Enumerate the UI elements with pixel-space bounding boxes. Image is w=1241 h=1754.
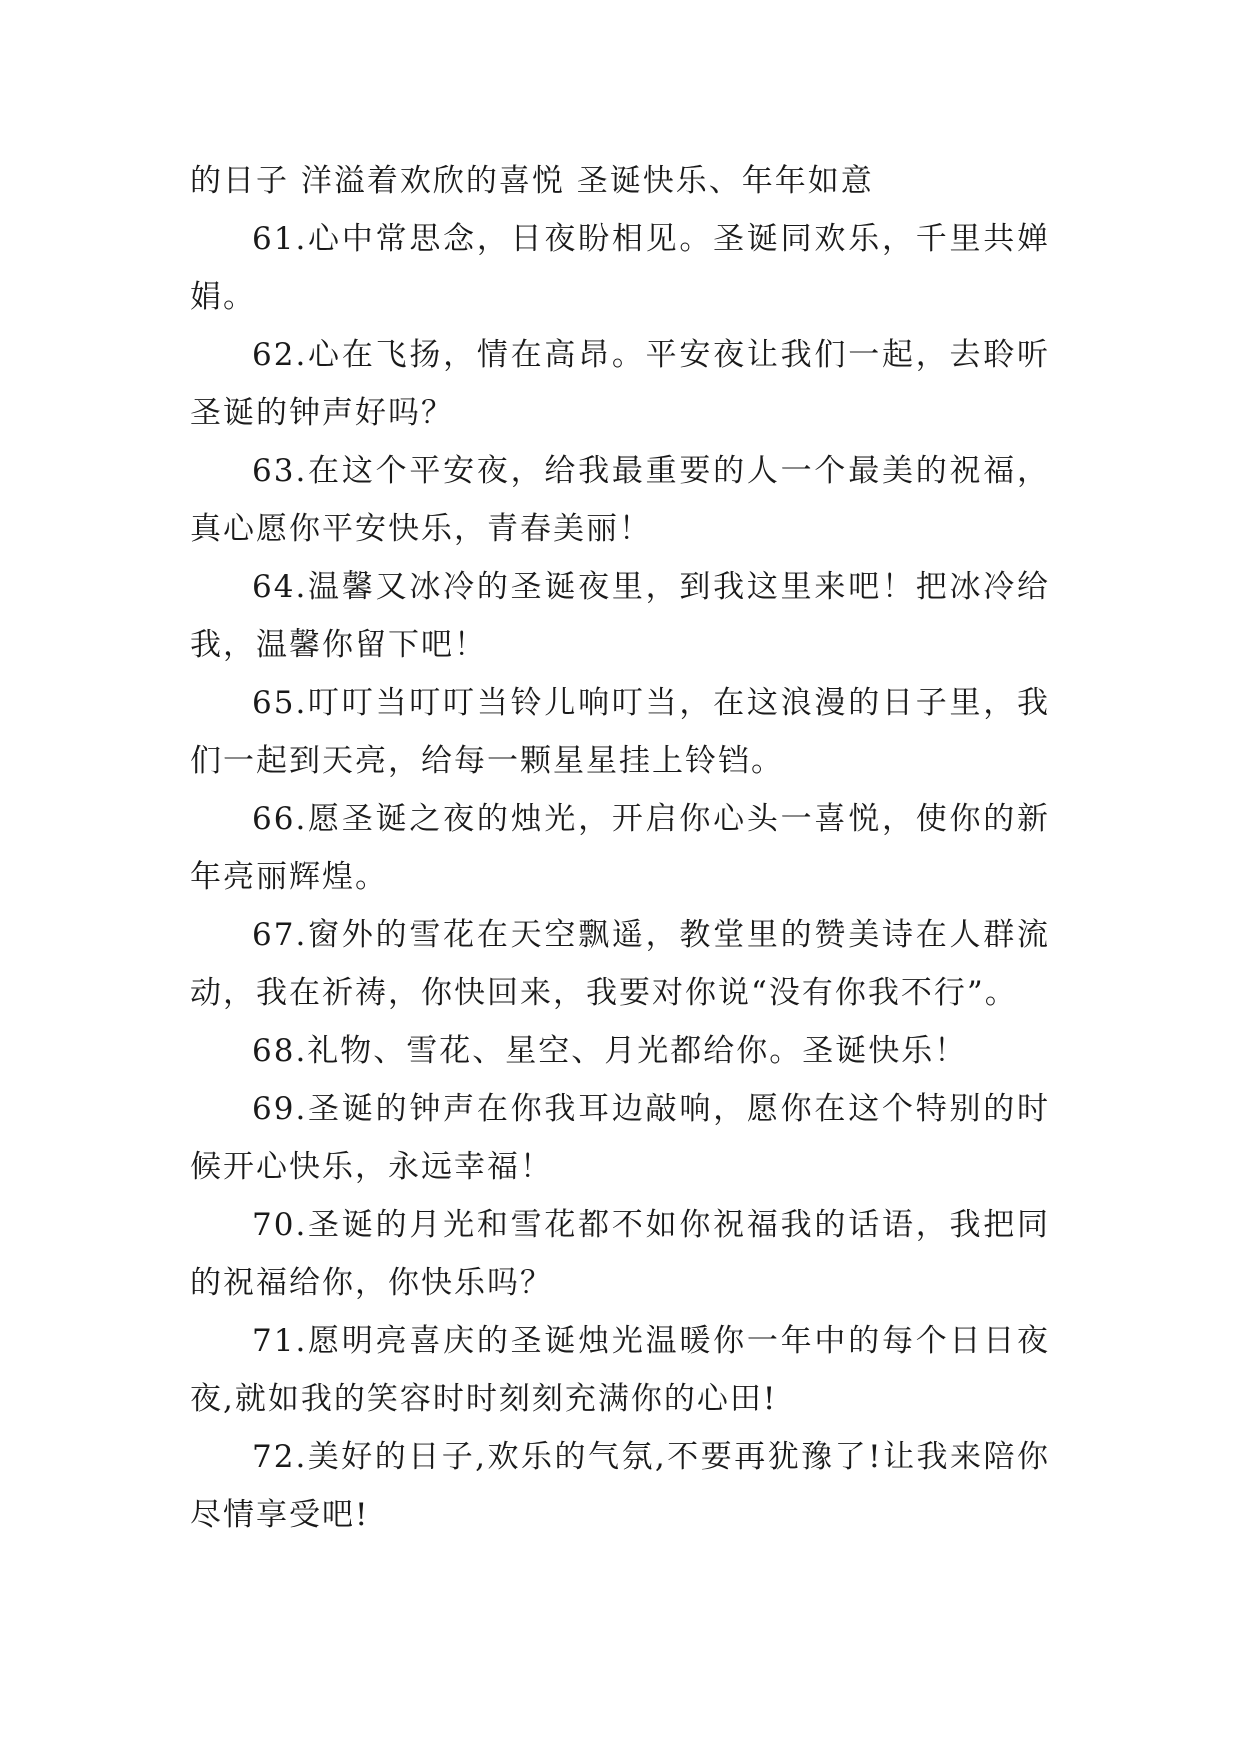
greeting-item-71: 71.愿明亮喜庆的圣诞烛光温暖你一年中的每个日日夜夜,就如我的笑容时时刻刻充满你的心田! bbox=[190, 1323, 1050, 1417]
greeting-item-63: 63.在这个平安夜，给我最重要的人一个最美的祝福，真心愿你平安快乐，青春美丽！ bbox=[190, 453, 1050, 547]
greeting-item-68: 68.礼物、雪花、星空、月光都给你。圣诞快乐！ bbox=[252, 1033, 968, 1069]
greeting-item-67: 67.窗外的雪花在天空飘遥，教堂里的赞美诗在人群流动，我在祈祷，你快回来，我要对你说“没有你我不行”。 bbox=[190, 917, 1050, 1011]
greeting-item-72: 72.美好的日子,欢乐的气氛,不要再犹豫了!让我来陪你尽情享受吧! bbox=[190, 1439, 1050, 1533]
greeting-item-64: 64.温馨又冰冷的圣诞夜里，到我这里来吧！把冰冷给我，温馨你留下吧！ bbox=[190, 569, 1050, 663]
greeting-item-62: 62.心在飞扬，情在高昂。平安夜让我们一起，去聆听圣诞的钟声好吗？ bbox=[190, 337, 1050, 431]
continuation-paragraph: 的日子 洋溢着欢欣的喜悦 圣诞快乐、年年如意 bbox=[190, 163, 874, 199]
greeting-item-66: 66.愿圣诞之夜的烛光，开启你心头一喜悦，使你的新年亮丽辉煌。 bbox=[190, 801, 1050, 895]
greeting-item-70: 70.圣诞的月光和雪花都不如你祝福我的话语，我把同的祝福给你，你快乐吗？ bbox=[190, 1207, 1050, 1301]
greeting-item-61: 61.心中常思念，日夜盼相见。圣诞同欢乐，千里共婵娟。 bbox=[190, 221, 1050, 315]
document-body bbox=[190, 152, 1050, 1544]
greeting-item-69: 69.圣诞的钟声在你我耳边敲响，愿你在这个特别的时候开心快乐，永远幸福！ bbox=[190, 1091, 1050, 1185]
greeting-item-65: 65.叮叮当叮叮当铃儿响叮当，在这浪漫的日子里，我们一起到天亮，给每一颗星星挂上铃铛。 bbox=[190, 685, 1050, 779]
